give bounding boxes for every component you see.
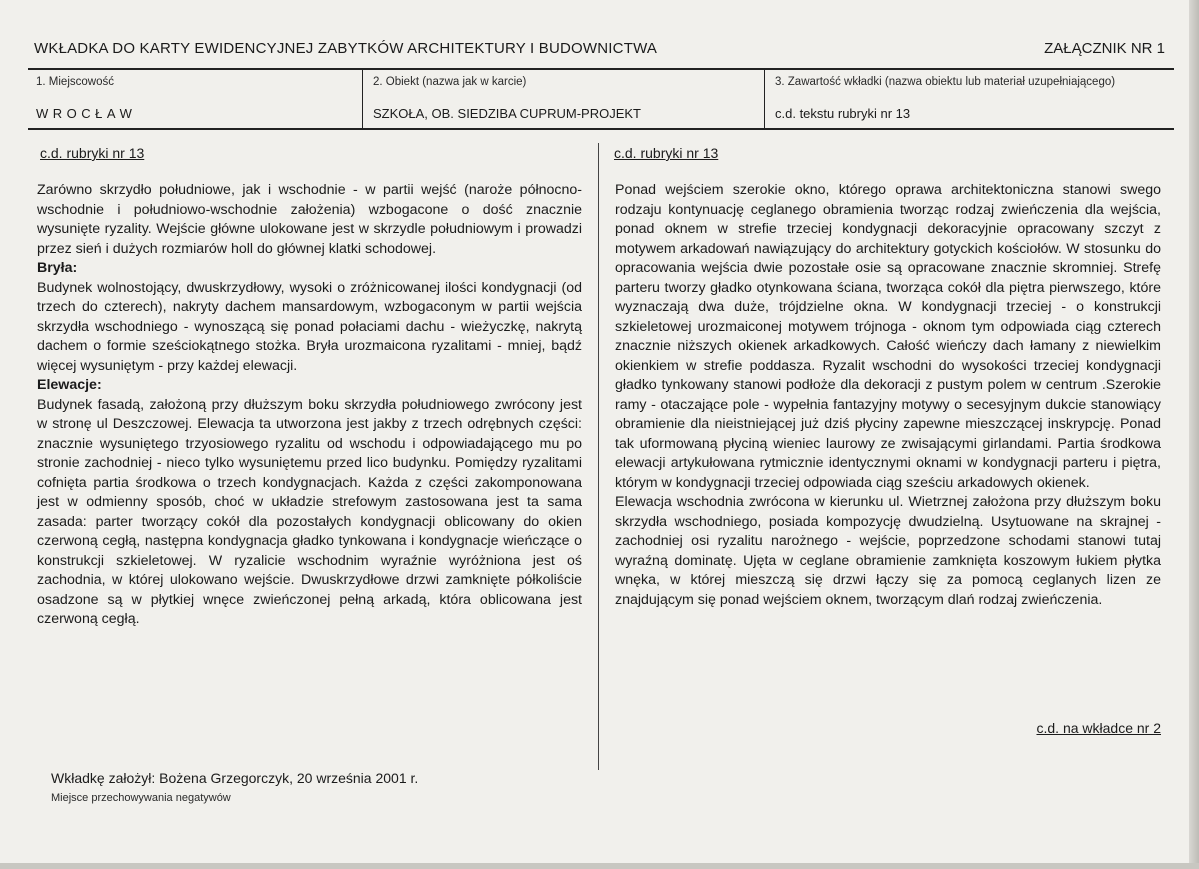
field-object-value: SZKOŁA, OB. SIEDZIBA CUPRUM-PROJEKT: [373, 106, 641, 121]
section-heading-bryla: Bryła:: [37, 260, 78, 276]
right-column-text: [615, 181, 1161, 610]
header-rule-top: [28, 68, 1174, 70]
header-rule-bottom: [28, 128, 1174, 130]
field-locality-label: 1. Miejscowość: [36, 76, 114, 88]
negatives-location-label: Miejsce przechowywania negatywów: [51, 792, 231, 804]
paragraph-wings: Zarówno skrzydło południowe, jak i wschodnie - w partii wejść (naroże północno-wschodnie i południowo-wschodnie założenia) wzbogacone o dość znacznie wysunięte ryzality. Wejście główne ulokowane jest w skrzydle południowym i prowadzi przez sień i dużych rozmiarów holl do głównej klatki schodowej.: [37, 182, 582, 257]
right-column-heading: c.d. rubryki nr 13: [614, 145, 719, 161]
field-divider-1: [362, 68, 363, 130]
field-content-value: c.d. tekstu rubryki nr 13: [775, 106, 911, 121]
left-column-text: [37, 181, 582, 630]
field-locality-value: WROCŁAW: [36, 106, 137, 121]
author-line: Wkładkę założył: Bożena Grzegorczyk, 20 września 2001 r.: [51, 770, 419, 786]
field-divider-2: [764, 68, 765, 130]
column-divider: [598, 143, 599, 770]
left-column-heading: c.d. rubryki nr 13: [40, 145, 145, 161]
continued-note: c.d. na wkładce nr 2: [1036, 720, 1161, 736]
card-edge-right: [1189, 0, 1199, 869]
annex-number: ZAŁĄCZNIK NR 1: [1044, 40, 1165, 57]
section-heading-elewacje: Elewacje:: [37, 377, 102, 393]
paragraph-east-elevation: Elewacja wschodnia zwrócona w kierunku ul. Wietrznej założona przy dłuższym boku skrzydła wschodniego, posiada kompozycję dwudzielną. Usytuowane na skrajnej - zachodniej osi ryzalitu narożnego - wejście, poprzedzone schodami stanowi tutaj wyraźną dominatę. Ujęta w ceglane obramienie zamknięta koszowym łukiem płytka wnęka, w której mieszczą się drzwi łączy się za pomocą ceglanych lizen ze znajdującym się ponad wejściem oknem, tworzącym dlań rodzaj zwieńczenia.: [615, 494, 1161, 608]
paragraph-entrance: Ponad wejściem szerokie okno, którego oprawa architektoniczna stanowi swego rodzaju kontynuację ceglanego obramienia tworząc rodzaj zwieńczenia dla wejścia, ponad oknem w strefie trzeciej kondygnacji dekoracyjnie opracowany szczyt z motywem arkadowań nawiązujący do architektury gotyckich kościołów. W stosunku do opracowania wejścia dwie pozostałe osie są opracowane znacznie skromniej. Strefę parteru tworzy gładko otynkowana ściana, tworząca cokół dla piętra pierwszego, które wyznaczają dwa duże, trójdzielne okna. W kondygnacji trzeciej - o konstrukcji szkieletowej urozmaiconej motywem trójnoga - oknom tym odpowiada ciąg czterech znacznie niższych okienek arkadkowych. Całość wieńczy dach łamany z niewielkim okienkiem w strefie poddasza. Ryzalit wschodni do wysokości trzeciej kondygnacji gładko tynkowany stanowi podłoże dla dekoracji z pustym polem w centrum .Szerokie ramy - otaczające pole - wypełnia fantazyjny motywy o secesyjnym dukcie stanowiący obramienie dla nieistniejącej już dziś płyciny zapewne mieszczącej inskrypcję. Ponad tak uformowaną płyciną wieniec laurowy ze zwisającymi girlandami. Partia środkowa elewacji artykułowana rytmicznie identycznymi oknami w kondygnacji parteru i piętra, którym w kondygnacji trzeciej odpowiada ciąg sześciu arkadowych okienek.: [615, 182, 1161, 491]
paragraph-elewacje: Budynek fasadą, założoną przy dłuższym boku skrzydła południowego zwrócony jest w stronę ul Deszczowej. Elewacja ta utworzona jest jakby z trzech odrębnych części: znacznie wysuniętego trzyosiowego ryzalitu od wschodu i odpowiadającego mu po stronie zachodniej - nieco tylko wysuniętemu przed lico budynku. Pomiędzy ryzalitami cofnięta partia środkowa o trzech kondygnacjach. Każda z części zakomponowana jest w odmienny sposób, choć w układzie strefowym zastosowana jest ta sama zasada: parter tworzący cokół dla pozostałych kondygnacji oblicowany do okien czerwoną cegłą, następna kondygnacja gładko tynkowana i kondygnacje wieńczące o konstrukcji szkieletowej. W ryzalicie wschodnim wyraźnie wyróżniona jest oś zachodnia, w której ulokowano wejście. Dwuskrzydłowe drzwi zamknięte półkoliście osadzone są w płytkiej wnęce zwieńczonej pełną arkadą, która oblicowana jest czerwoną cegłą.: [37, 396, 582, 627]
field-object-label: 2. Obiekt (nazwa jak w karcie): [373, 76, 527, 88]
card-edge-bottom: [0, 863, 1199, 869]
document-title: WKŁADKA DO KARTY EWIDENCYJNEJ ZABYTKÓW ARCHITEKTURY I BUDOWNICTWA: [34, 40, 658, 57]
field-content-label: 3. Zawartość wkładki (nazwa obiektu lub materiał uzupełniającego): [775, 76, 1116, 88]
paragraph-bryla: Budynek wolnostojący, dwuskrzydłowy, wysoki o zróżnicowanej ilości kondygnacji (od trzech do czterech), nakryty dachem mansardowym, wzbogaconym w partii wejścia skrzydła wschodniego - wynoszącą się ponad połaciami dachu - wieżyczkę, nakrytą dachem o formie sześciokątnego stożka. Bryła urozmaicona ryzalitami - mniej, bądź więcej wysuniętym - przy każdej elewacji.: [37, 279, 582, 374]
